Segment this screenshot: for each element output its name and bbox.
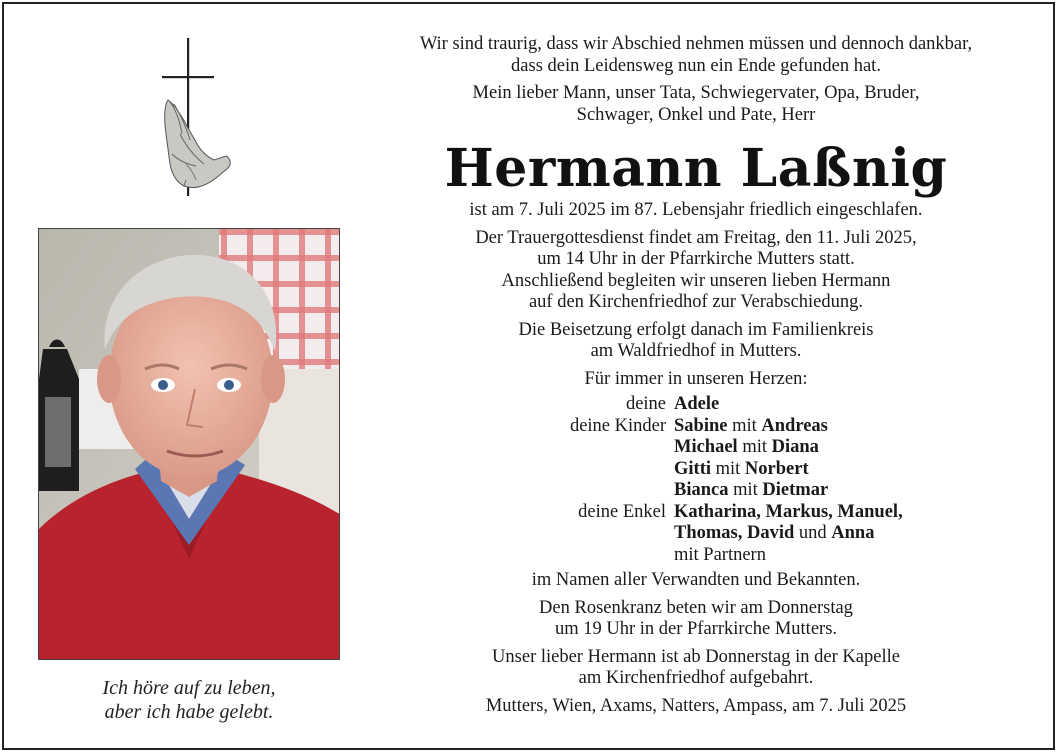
portrait-photo (38, 228, 340, 660)
connector: mit (715, 458, 741, 479)
grandchildren-label: deine Enkel (578, 501, 666, 522)
burial-line-2: am Waldfriedhof in Mutters. (590, 341, 802, 361)
notice-text (370, 34, 1022, 717)
mourner-row (370, 437, 1022, 459)
death-statement: ist am 7. Juli 2025 im 87. Lebensjahr friedlich eingeschlafen. (469, 200, 923, 220)
child-name: Gitti (674, 458, 711, 479)
memorial-quote (38, 676, 340, 724)
mourner-row (370, 416, 1022, 438)
connector: mit (733, 480, 758, 500)
connector: mit (732, 415, 757, 436)
grandchildren-line-3: mit Partnern (674, 544, 766, 565)
mourner-row (370, 480, 1022, 502)
forever-heading: Für immer in unseren Herzen: (584, 368, 808, 389)
portrait-image (39, 229, 340, 660)
burial-line-1: Die Beisetzung erfolgt danach im Familienkreis (518, 319, 874, 340)
laid-out-line-2: am Kirchenfriedhof aufgebahrt. (578, 668, 814, 688)
mourner-row (370, 459, 1022, 481)
wife-name: Adele (674, 394, 720, 414)
quote-line-1: Ich höre auf zu leben, (102, 677, 276, 699)
connector: mit (742, 437, 767, 457)
rosary-line-1: Den Rosenkranz beten wir am Donnerstag (539, 597, 853, 618)
partner-name: Diana (771, 437, 819, 457)
child-name: Sabine (674, 415, 728, 436)
children-label: deine Kinder (569, 415, 666, 436)
mourner-row (370, 545, 1022, 567)
funeral-line-3: Anschließend begleiten wir unseren lieben Hermann (501, 270, 891, 291)
partner-name: Dietmar (762, 480, 829, 500)
praying-hands-icon (160, 94, 236, 194)
intro-line-3: Mein lieber Mann, unser Tata, Schwiegervater, Opa, Bruder, (472, 83, 920, 103)
grandchildren-line-2b: Anna (831, 523, 875, 543)
connector: und (798, 523, 827, 543)
grandchildren-line-1: Katharina, Markus, Manuel, (674, 501, 903, 522)
funeral-line-1: Der Trauergottesdienst findet am Freitag, den 11. Juli 2025, (475, 227, 917, 248)
intro-line-1: Wir sind traurig, dass wir Abschied nehmen müssen und dennoch dankbar, (419, 34, 973, 54)
grandchildren-line-2a: Thomas, David (674, 523, 795, 543)
funeral-line-4: auf den Kirchenfriedhof zur Verabschiedung. (528, 292, 864, 312)
child-name: Michael (674, 437, 738, 457)
partner-name: Norbert (744, 458, 809, 479)
relatives-line: im Namen aller Verwandten und Bekannten. (531, 570, 861, 590)
mourner-row (370, 523, 1022, 545)
child-name: Bianca (674, 480, 729, 500)
partner-name: Andreas (761, 415, 828, 436)
quote-line-2: aber ich habe gelebt. (104, 701, 274, 723)
mourners-list (370, 394, 1022, 566)
deceased-name: Hermann Laßnig (444, 138, 948, 199)
intro-line-4: Schwager, Onkel und Pate, Herr (576, 104, 816, 125)
mourner-row (370, 502, 1022, 524)
mourner-row (370, 394, 1022, 416)
wife-label: deine (625, 394, 666, 414)
laid-out-line-1: Unser lieber Hermann ist ab Donnerstag in der Kapelle (492, 646, 900, 667)
funeral-line-2: um 14 Uhr in der Pfarrkirche Mutters statt. (537, 249, 855, 269)
intro-line-2: dass dein Leidensweg nun ein Ende gefunden hat. (511, 55, 881, 76)
place-date: Mutters, Wien, Axams, Natters, Ampass, am 7. Juli 2025 (485, 695, 907, 716)
rosary-line-2: um 19 Uhr in der Pfarrkirche Mutters. (554, 619, 838, 639)
